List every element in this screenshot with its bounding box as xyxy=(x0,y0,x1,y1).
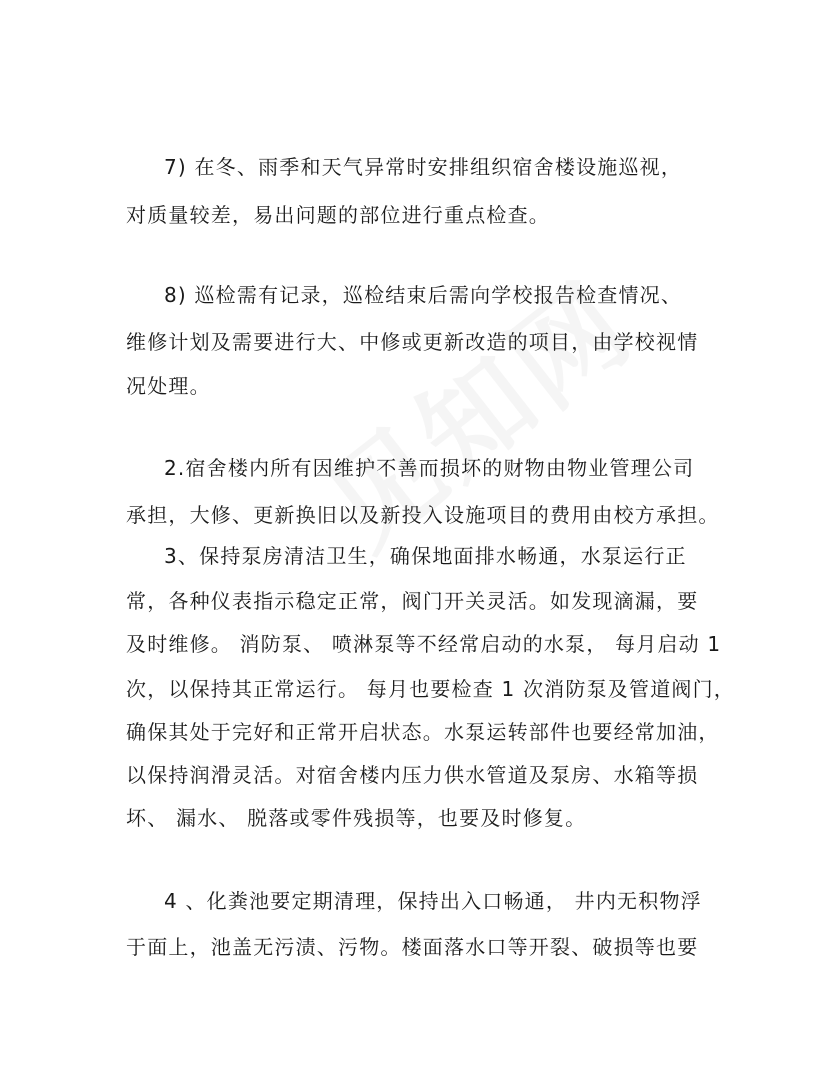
section-2-line-2: 承担，大修、更新换旧以及新投入设施项目的费用由校方承担。 xyxy=(126,503,720,527)
section-2-line-1: 2.宿舍楼内所有因维护不善而损坏的财物由物业管理公司 xyxy=(164,456,695,480)
paragraph-7-line-1: 7) 在冬、雨季和天气异常时安排组织宿舍楼设施巡视， xyxy=(164,155,683,179)
section-4-line-2: 于面上，池盖无污渍、污物。楼面落水口等开裂、破损等也要 xyxy=(126,935,699,959)
paragraph-7-line-2: 对质量较差，易出问题的部位进行重点检查。 xyxy=(126,203,550,227)
section-3-line-6: 以保持润滑灵活。对宿舍楼内压力供水管道及泵房、水箱等损 xyxy=(126,763,699,787)
paragraph-8-line-1: 8) 巡检需有记录，巡检结束后需向学校报告检查情况、 xyxy=(164,283,683,307)
section-3-line-2: 常，各种仪表指示稳定正常，阀门开关灵活。如发现滴漏，要 xyxy=(126,589,699,613)
section-3-line-7: 坏、 漏水、 脱落或零件残损等，也要及时修复。 xyxy=(126,806,587,830)
section-3-line-3: 及时维修。 消防泵、 喷淋泵等不经常启动的水泵， 每月启动 1 xyxy=(126,632,722,656)
section-3-line-4: 次，以保持其正常运行。 每月也要检查 1 次消防泵及管道阀门， xyxy=(126,677,735,701)
section-4-line-1: 4 、化粪池要定期清理，保持出入口畅通， 井内无积物浮 xyxy=(164,889,702,913)
section-3-line-1: 3、保持泵房清洁卫生，确保地面排水畅通，水泵运行正 xyxy=(164,544,687,568)
section-3-line-5: 确保其处于完好和正常开启状态。水泵运转部件也要经常加油， xyxy=(126,720,720,744)
paragraph-8-line-2: 维修计划及需要进行大、中修或更新改造的项目，由学校视情 xyxy=(126,330,699,354)
paragraph-8-line-3: 况处理。 xyxy=(126,374,211,398)
